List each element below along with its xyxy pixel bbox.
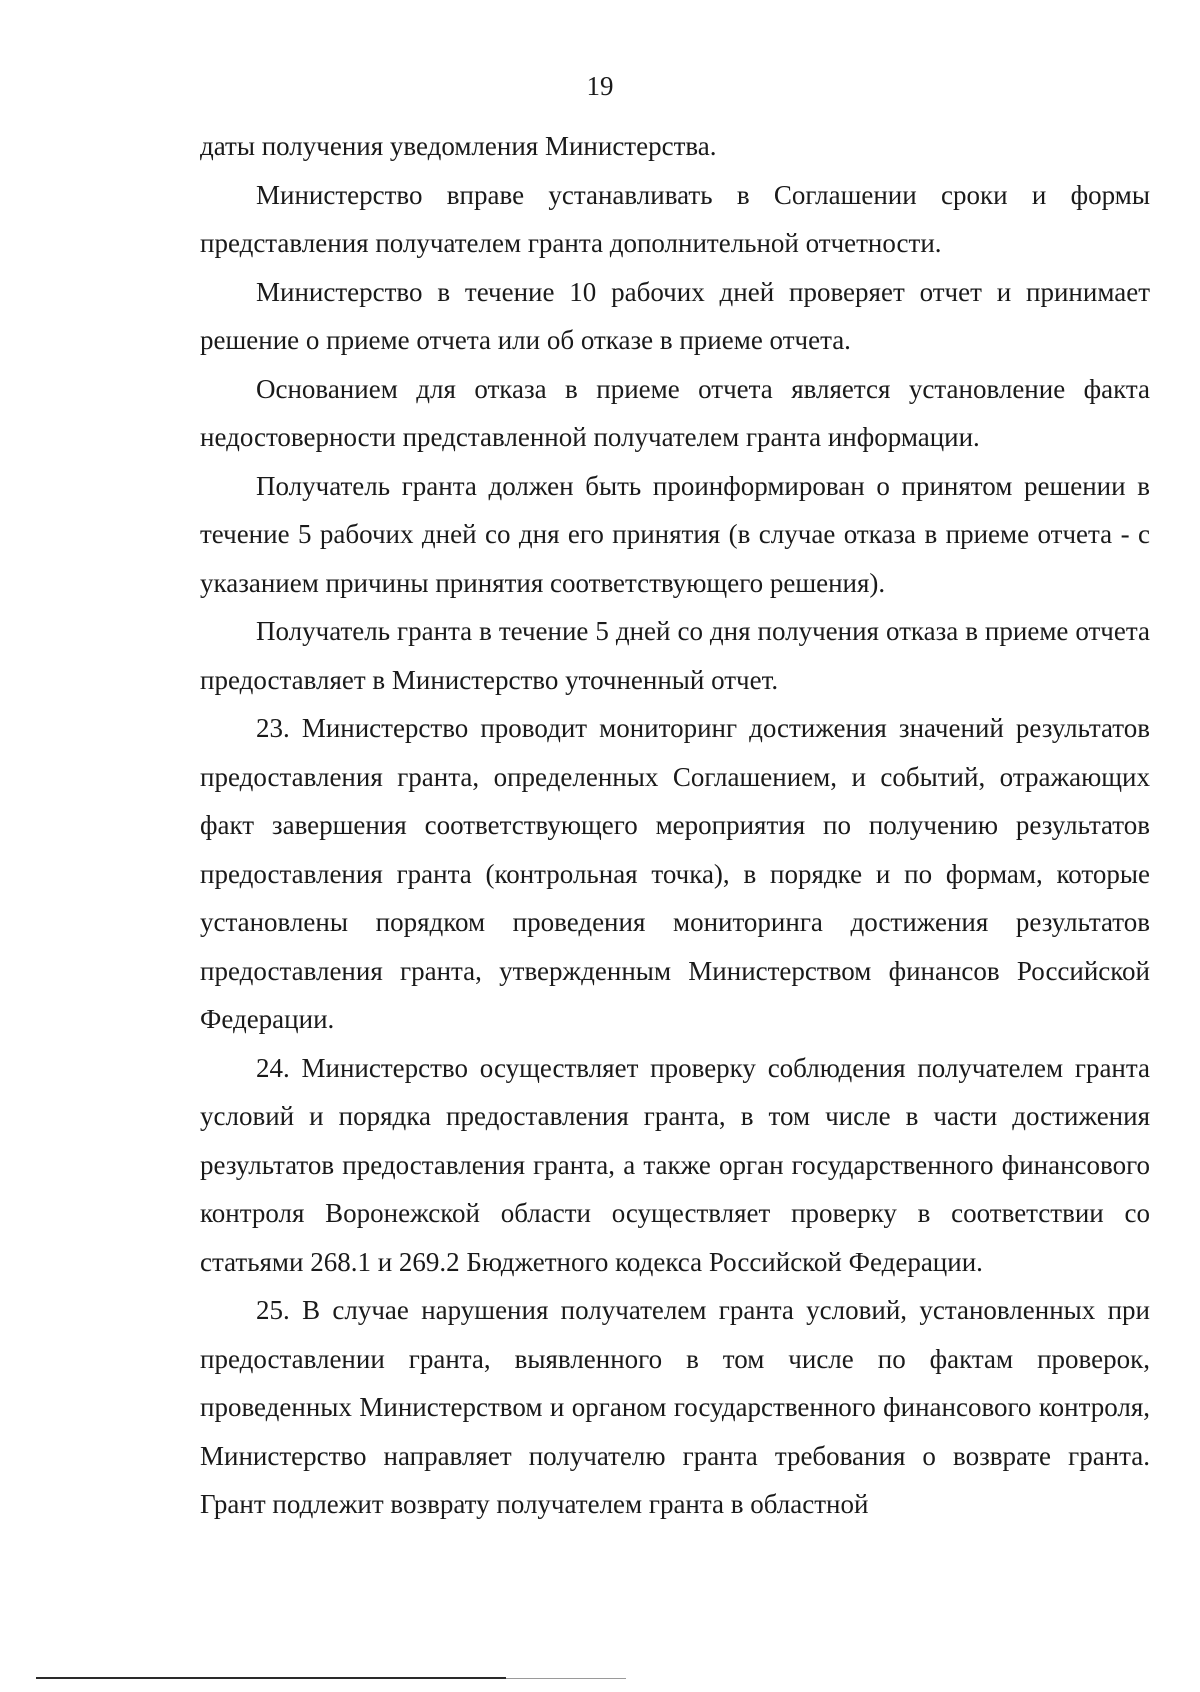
- paragraph-additional-reporting: Министерство вправе устанавливать в Соглашении сроки и формы представления получателем гранта дополнительной отчетности.: [200, 179, 1150, 258]
- paragraph-clause-25: 25. В случае нарушения получателем гранта условий, установленных при предоставлении гранта, выявленного в том числе по фактам проверок, проведенных Министерством и органом государственного финансового контроля, Министерство направляет получателю гранта требования о возврате гранта. Грант подлежит возврату получателем гранта в областной: [200, 1295, 1150, 1519]
- paragraph-continuation: даты получения уведомления Министерства.: [200, 131, 717, 161]
- paragraph-clause-23: 23. Министерство проводит мониторинг достижения значений результатов предоставления гранта, определенных Соглашением, и событий, отражающих факт завершения соответствующего мероприятия по получению результатов предоставления гранта (контрольная точка), в порядке и по формам, которые установлены порядком проведения мониторинга достижения результатов предоставления гранта, утвержденным Министерством финансов Российской Федерации.: [200, 713, 1150, 1034]
- footer-rule-faint: [506, 1678, 626, 1679]
- footer-rule: [36, 1677, 506, 1679]
- paragraph-refusal-grounds: Основанием для отказа в приеме отчета является установление факта недостоверности представленной получателем гранта информации.: [200, 373, 1150, 452]
- document-body: [200, 122, 1150, 1529]
- paragraph-clause-24: 24. Министерство осуществляет проверку соблюдения получателем гранта условий и порядка предоставления гранта, в том числе в части достижения результатов предоставления гранта, а также орган государственного финансового контроля Воронежской области осуществляет проверку в соответствии со статьями 268.1 и 269.2 Бюджетного кодекса Российской Федерации.: [200, 1052, 1150, 1277]
- paragraph-decision-notice: Получатель гранта должен быть проинформирован о принятом решении в течение 5 рабочих дней со дня его принятия (в случае отказа в приеме отчета - с указанием причины принятия соответствующего решения).: [200, 470, 1150, 598]
- paragraph-corrected-report: Получатель гранта в течение 5 дней со дня получения отказа в приеме отчета предоставляет в Министерство уточненный отчет.: [200, 616, 1150, 695]
- page-number: 19: [586, 71, 614, 101]
- paragraph-report-review: Министерство в течение 10 рабочих дней проверяет отчет и принимает решение о приеме отчета или об отказе в приеме отчета.: [200, 276, 1150, 355]
